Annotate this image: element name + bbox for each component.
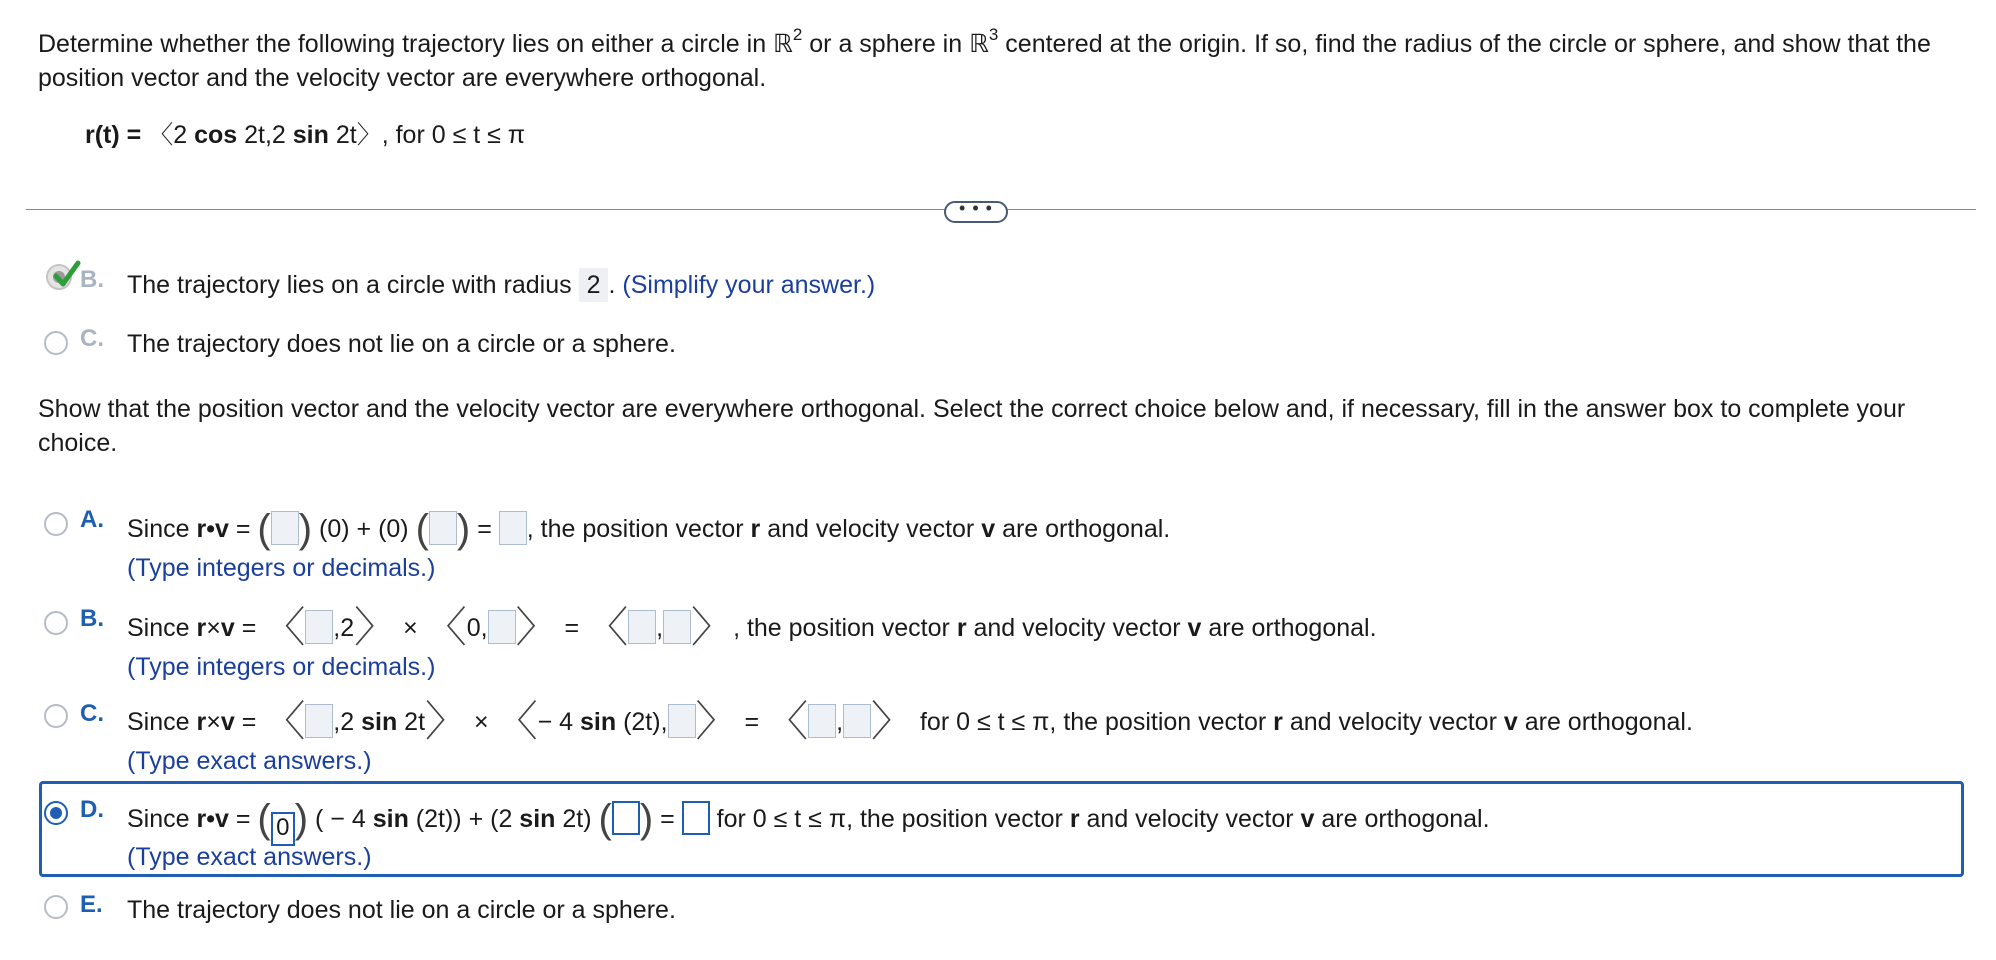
radio-q1-c[interactable] — [44, 331, 68, 355]
option-b1-text: The trajectory lies on a circle with radius 2 . (Simplify your answer.) — [127, 268, 875, 302]
answer-box-d1[interactable]: 0 — [271, 812, 295, 846]
option-letter-e: E. — [80, 891, 103, 918]
answer-box-c1[interactable] — [305, 704, 333, 738]
option-a-expression: Since r•v = ( ) (0) + (0) ( ) = , the position vector r and velocity vector v are orthogonal. — [127, 507, 1171, 551]
q2-prompt: Show that the position vector and the velocity vector are everywhere orthogonal. Select the correct choice below and, if necessary, fill in the answer box to complete your choice. — [38, 395, 1906, 457]
expand-ellipsis-button[interactable]: • • • — [944, 201, 1008, 223]
option-letter-c2: C. — [80, 700, 104, 727]
radio-q2-b[interactable] — [44, 611, 68, 635]
radio-q2-e[interactable] — [44, 895, 68, 919]
option-letter-d: D. — [80, 796, 104, 823]
answer-box-a3[interactable] — [499, 511, 527, 545]
answer-box-c3[interactable] — [808, 704, 836, 738]
answer-box-d2[interactable] — [612, 801, 640, 835]
option-b-expression: Since r×v = 〈 ,2〉 × 〈0, 〉 = 〈 , 〉, the position vector r and velocity vector v are orthogonal. — [127, 604, 1377, 651]
radio-q2-d[interactable] — [44, 801, 68, 825]
answer-box-a1[interactable] — [271, 511, 299, 545]
option-c-expression: Since r×v = 〈 ,2 sin 2t〉 × 〈− 4 sin (2t), 〉 = 〈 , 〉 for 0 ≤ t ≤ π, the position vector r and velocity vector v are orthogonal. — [127, 698, 1693, 745]
radio-q2-c[interactable] — [44, 704, 68, 728]
trajectory-formula: r(t) = 〈2 cos 2t,2 sin 2t〉, for 0 ≤ t ≤ π — [85, 121, 526, 149]
answer-box-c2[interactable] — [668, 704, 696, 738]
option-d-hint: (Type exact answers.) — [127, 843, 372, 871]
answer-box-b2[interactable] — [488, 610, 516, 644]
option-d-expression: Since r•v = ( 0 ) ( − 4 sin (2t)) + (2 sin 2t) ( ) = for 0 ≤ t ≤ π, the position vector r and velocity vector v are orthogonal. — [127, 801, 1490, 846]
answer-box-b3[interactable] — [628, 610, 656, 644]
option-e-text: The trajectory does not lie on a circle or a sphere. — [127, 896, 676, 924]
answer-box-b4[interactable] — [663, 610, 691, 644]
option-letter-a: A. — [80, 506, 104, 533]
option-b-hint: (Type integers or decimals.) — [127, 653, 436, 681]
option-c-hint: (Type exact answers.) — [127, 747, 372, 775]
option-a-hint: (Type integers or decimals.) — [127, 554, 436, 582]
option-letter-c1: C. — [80, 325, 104, 352]
radio-q2-a[interactable] — [44, 512, 68, 536]
option-c1-text: The trajectory does not lie on a circle or a sphere. — [127, 330, 676, 358]
option-letter-b2: B. — [80, 605, 104, 632]
answer-box-d3[interactable] — [682, 801, 710, 835]
option-letter-b1: B. — [80, 266, 104, 293]
radius-answer: 2 — [579, 268, 609, 302]
question-intro: Determine whether the following trajectory lies on either a circle in ℝ$^2$ or a sphere in ℝ$^3$ centered at the origin. If so, find the radius of the circle or sphere, and show that the position vector and the velocity vector are everywhere orthogonal. — [38, 24, 1931, 92]
answer-box-a2[interactable] — [429, 511, 457, 545]
answer-box-c4[interactable] — [843, 704, 871, 738]
answer-box-b1[interactable] — [305, 610, 333, 644]
